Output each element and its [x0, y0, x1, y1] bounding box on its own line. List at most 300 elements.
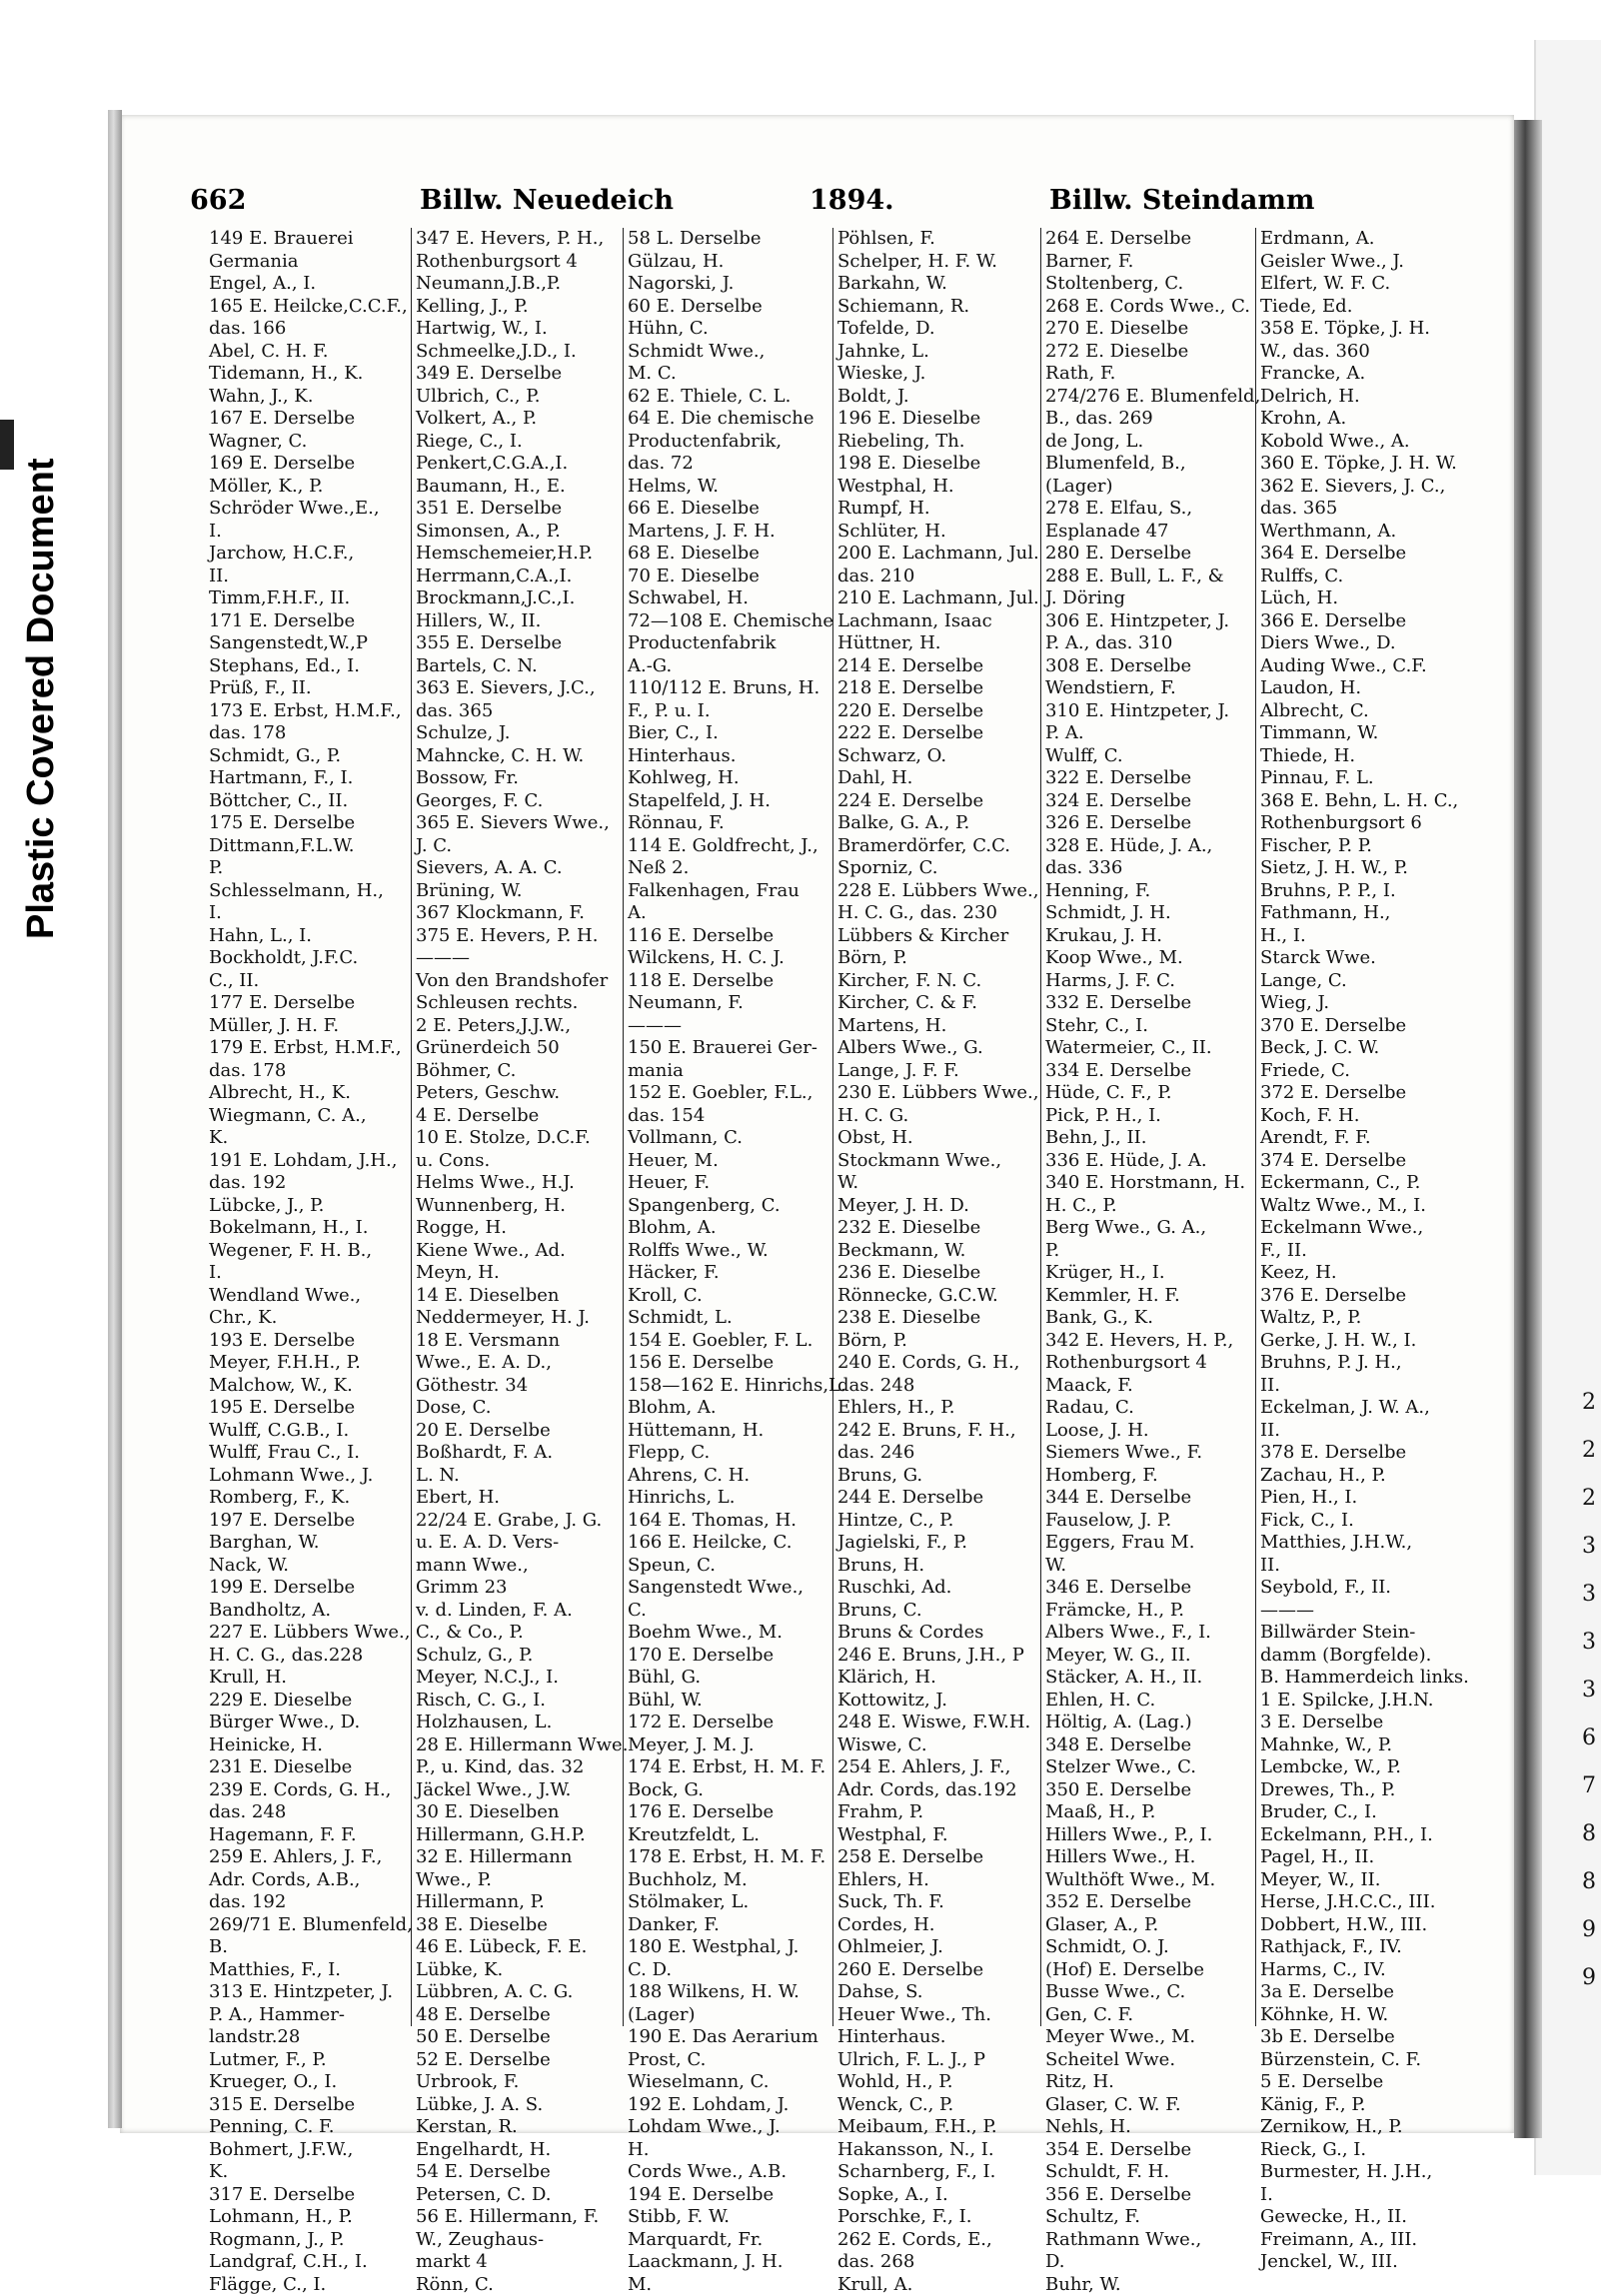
- directory-line: Klärich, H.: [837, 1667, 1040, 1690]
- directory-line: 262 E. Cords, E.,: [837, 2229, 1040, 2252]
- directory-line: Gülzau, H.: [628, 251, 832, 274]
- directory-line: Schmidt, L.: [628, 1307, 832, 1330]
- page-header: [190, 185, 1289, 225]
- directory-line: 280 E. Derselbe: [1045, 543, 1255, 566]
- directory-line: Wieg, J.: [1260, 992, 1444, 1015]
- directory-line: Scharnberg, F., I.: [837, 2161, 1040, 2184]
- directory-line: das. 248: [837, 1375, 1040, 1398]
- directory-line: P.: [1045, 1240, 1255, 1263]
- directory-line: 192 E. Lohdam, J.: [628, 2094, 832, 2117]
- directory-line: Böttcher, C., II.: [209, 790, 411, 813]
- directory-line: Köhnke, H. W.: [1260, 2004, 1444, 2027]
- directory-line: 375 E. Hevers, P. H.: [416, 925, 623, 948]
- directory-line: II.: [1260, 1555, 1444, 1578]
- directory-line: Rumpf, H.: [837, 498, 1040, 521]
- directory-line: Bank, G., K.: [1045, 1307, 1255, 1330]
- directory-line: Grimm 23: [416, 1577, 623, 1600]
- directory-line: 196 E. Dieselbe: [837, 408, 1040, 431]
- directory-line: Thiede, H.: [1260, 745, 1444, 768]
- directory-line: Seybold, F., II.: [1260, 1577, 1444, 1600]
- directory-line: 3a E. Derselbe: [1260, 1981, 1444, 2004]
- directory-line: Bock, G.: [628, 1779, 832, 1802]
- directory-line: 178 E. Erbst, H. M. F.: [628, 1846, 832, 1869]
- directory-line: 232 E. Dieselbe: [837, 1217, 1040, 1240]
- directory-line: Flepp, C.: [628, 1442, 832, 1465]
- directory-line: 158—162 E. Hinrichs,L.: [628, 1375, 832, 1398]
- directory-line: 165 E. Heilcke,C.C.F.,: [209, 296, 411, 319]
- directory-line: 288 E. Bull, L. F., &: [1045, 566, 1255, 588]
- directory-line: 66 E. Dieselbe: [628, 498, 832, 521]
- directory-line: Albrecht, C.: [1260, 700, 1444, 723]
- directory-line: 310 E. Hintzpeter, J.: [1045, 700, 1255, 723]
- directory-line: Heuer, F.: [628, 1172, 832, 1195]
- directory-line: 194 E. Derselbe: [628, 2184, 832, 2207]
- directory-line: II.: [1260, 1375, 1444, 1398]
- directory-line: Lüch, H.: [1260, 587, 1444, 610]
- directory-line: Hillermann, P.: [416, 1891, 623, 1914]
- directory-line: Wunnenberg, H.: [416, 1195, 623, 1218]
- directory-line: F., II.: [1260, 1240, 1444, 1263]
- directory-line: 62 E. Thiele, C. L.: [628, 386, 832, 409]
- directory-line: 264 E. Derselbe: [1045, 228, 1255, 251]
- directory-line: Kelling, J., P.: [416, 296, 623, 319]
- directory-line: Beckmann, W.: [837, 1240, 1040, 1263]
- directory-line: Laudon, H.: [1260, 677, 1444, 700]
- directory-line: u. Cons.: [416, 1150, 623, 1173]
- directory-line: Penkert,C.G.A.,I.: [416, 453, 623, 476]
- directory-line: Arendt, F. F.: [1260, 1127, 1444, 1150]
- directory-line: 28 E. Hillermann Wwe.: [416, 1734, 623, 1757]
- directory-line: Dahse, S.: [837, 1981, 1040, 2004]
- directory-line: Pöhlsen, F.: [837, 228, 1040, 251]
- margin-number: 7: [1582, 1762, 1596, 1810]
- directory-line: 354 E. Derselbe: [1045, 2139, 1255, 2162]
- directory-line: A.: [628, 902, 832, 925]
- directory-line: das. 192: [209, 1172, 411, 1195]
- directory-line: H. C. G.: [837, 1105, 1040, 1128]
- directory-line: Kottowitz, J.: [837, 1690, 1040, 1713]
- directory-line: Francke, A.: [1260, 363, 1444, 386]
- directory-line: Simonsen, A., P.: [416, 521, 623, 544]
- margin-number: 3: [1582, 1619, 1596, 1667]
- directory-line: 64 E. Die chemische: [628, 408, 832, 431]
- directory-line: 68 E. Dieselbe: [628, 543, 832, 566]
- directory-line: Meyer, J. H. D.: [837, 1195, 1040, 1218]
- directory-line: 372 E. Derselbe: [1260, 1082, 1444, 1105]
- directory-line: Fathmann, H.,: [1260, 902, 1444, 925]
- directory-line: 324 E. Derselbe: [1045, 790, 1255, 813]
- directory-line: 362 E. Sievers, J. C.,: [1260, 476, 1444, 499]
- directory-line: v. d. Linden, F. A.: [416, 1600, 623, 1623]
- directory-line: Wulff, Frau C., I.: [209, 1442, 411, 1465]
- directory-line: Jarchow, H.C.F.,: [209, 543, 411, 566]
- directory-line: II.: [209, 566, 411, 588]
- directory-line: Kiene Wwe., Ad.: [416, 1240, 623, 1263]
- directory-line: 260 E. Derselbe: [837, 1959, 1040, 1982]
- directory-line: Hartwig, W., I.: [416, 318, 623, 341]
- directory-line: 239 E. Cords, G. H.,: [209, 1779, 411, 1802]
- directory-line: Hillermann, G.H.P.: [416, 1824, 623, 1847]
- directory-line: Bruder, C., I.: [1260, 1801, 1444, 1824]
- directory-line: Rieck, G., I.: [1260, 2139, 1444, 2162]
- directory-line: 352 E. Derselbe: [1045, 1891, 1255, 1914]
- directory-line: Engelhardt, H.: [416, 2139, 623, 2162]
- directory-line: 347 E. Hevers, P. H.,: [416, 228, 623, 251]
- directory-line: 166 E. Heilcke, C.: [628, 1532, 832, 1555]
- directory-line: Abel, C. H. F.: [209, 341, 411, 364]
- directory-line: Hagemann, F. F.: [209, 1824, 411, 1847]
- directory-line: 176 E. Derselbe: [628, 1801, 832, 1824]
- margin-number: 8: [1582, 1810, 1596, 1858]
- directory-line: Martens, H.: [837, 1015, 1040, 1038]
- directory-line: das. 248: [209, 1801, 411, 1824]
- directory-line: Freimann, A., III.: [1260, 2229, 1444, 2252]
- directory-line: Meyer, W., II.: [1260, 1869, 1444, 1892]
- directory-line: Bürger Wwe., D.: [209, 1712, 411, 1734]
- directory-line: Harms, J. F. C.: [1045, 970, 1255, 993]
- directory-line: Albers Wwe., G.: [837, 1037, 1040, 1060]
- margin-number: 2: [1582, 1475, 1596, 1523]
- directory-line: Rulffs, C.: [1260, 566, 1444, 588]
- directory-line: Hemschemeier,H.P.: [416, 543, 623, 566]
- directory-line: K.: [209, 1127, 411, 1150]
- directory-line: W.: [837, 1172, 1040, 1195]
- header-right-title: Billw. Steindamm: [1049, 185, 1314, 216]
- directory-line: 167 E. Derselbe: [209, 408, 411, 431]
- directory-line: Lutmer, F., P.: [209, 2049, 411, 2072]
- directory-line: 238 E. Dieselbe: [837, 1307, 1040, 1330]
- directory-line: 118 E. Derselbe: [628, 970, 832, 993]
- directory-line: Bokelmann, H., I.: [209, 1217, 411, 1240]
- directory-line: 197 E. Derselbe: [209, 1510, 411, 1533]
- directory-line: 254 E. Ahlers, J. F.,: [837, 1756, 1040, 1779]
- directory-line: Berg Wwe., G. A.,: [1045, 1217, 1255, 1240]
- directory-line: H., I.: [1260, 925, 1444, 948]
- directory-line: das. 192: [209, 1891, 411, 1914]
- scanner-margin: [0, 0, 100, 2175]
- directory-line: Marquardt, Fr.: [628, 2229, 832, 2252]
- directory-line: 360 E. Töpke, J. H. W.: [1260, 453, 1444, 476]
- directory-line: Eckelmann, P.H., I.: [1260, 1824, 1444, 1847]
- directory-line: 378 E. Derselbe: [1260, 1442, 1444, 1465]
- column-4: [833, 228, 1041, 2026]
- directory-line: Rogge, H.: [416, 1217, 623, 1240]
- margin-number: 3: [1582, 1667, 1596, 1715]
- header-left-title: Billw. Neuedeich: [420, 185, 674, 216]
- directory-line: 374 E. Derselbe: [1260, 1150, 1444, 1173]
- directory-line: Bandholtz, A.: [209, 1600, 411, 1623]
- directory-line: Wahn, J., K.: [209, 386, 411, 409]
- directory-line: 230 E. Lübbers Wwe.,: [837, 1082, 1040, 1105]
- directory-line: 328 E. Hüde, J. A.,: [1045, 835, 1255, 858]
- directory-line: Gerke, J. H. W., I.: [1260, 1330, 1444, 1353]
- directory-line: Schlüter, H.: [837, 521, 1040, 544]
- directory-line: 172 E. Derselbe: [628, 1712, 832, 1734]
- directory-line: Wieselmann, C.: [628, 2071, 832, 2094]
- directory-line: Meyer, J. M. J.: [628, 1734, 832, 1757]
- directory-line: 363 E. Sievers, J.C.,: [416, 677, 623, 700]
- directory-line: Schmidt, G., P.: [209, 745, 411, 768]
- directory-line: Danker, F.: [628, 1914, 832, 1937]
- directory-line: Lange, J. F. F.: [837, 1060, 1040, 1083]
- directory-line: Delrich, H.: [1260, 386, 1444, 409]
- directory-line: L. N.: [416, 1465, 623, 1488]
- directory-line: Gen, C. F.: [1045, 2004, 1255, 2027]
- directory-line: 169 E. Derselbe: [209, 453, 411, 476]
- directory-line: Heinicke, H.: [209, 1734, 411, 1757]
- directory-line: 344 E. Derselbe: [1045, 1487, 1255, 1510]
- directory-line: ———: [1260, 1600, 1444, 1623]
- column-2: [412, 228, 624, 2026]
- directory-line: das. 246: [837, 1442, 1040, 1465]
- directory-line: W.: [1045, 1555, 1255, 1578]
- directory-line: 60 E. Derselbe: [628, 296, 832, 319]
- header-year: 1894.: [809, 185, 894, 216]
- directory-line: Meyer, N.C.J., I.: [416, 1667, 623, 1690]
- directory-line: W., Zeughaus-: [416, 2229, 623, 2252]
- directory-line: Stibb, F. W.: [628, 2206, 832, 2229]
- directory-line: 10 E. Stolze, D.C.F.: [416, 1127, 623, 1150]
- directory-line: Krull, A.: [837, 2274, 1040, 2296]
- directory-line: 58 L. Derselbe: [628, 228, 832, 251]
- directory-line: Meyer, F.H.H., P.: [209, 1352, 411, 1375]
- directory-line: Häcker, F.: [628, 1262, 832, 1285]
- directory-line: Koch, F. H.: [1260, 1105, 1444, 1128]
- directory-line: mania: [628, 1060, 832, 1083]
- directory-line: 229 E. Dieselbe: [209, 1690, 411, 1713]
- column-5: [1041, 228, 1256, 2026]
- directory-line: Productenfabrik: [628, 632, 832, 655]
- directory-line: Jäckel Wwe., J.W.: [416, 1779, 623, 1802]
- directory-line: Riege, C., I.: [416, 431, 623, 454]
- directory-line: 114 E. Goldfrecht, J.,: [628, 835, 832, 858]
- directory-line: C., II.: [209, 970, 411, 993]
- directory-line: Penning, C. F.: [209, 2116, 411, 2139]
- directory-line: 358 E. Töpke, J. H.: [1260, 318, 1444, 341]
- directory-line: Kroll, C.: [628, 1285, 832, 1308]
- directory-line: 348 E. Derselbe: [1045, 1734, 1255, 1757]
- directory-line: das. 365: [1260, 498, 1444, 521]
- directory-line: 199 E. Derselbe: [209, 1577, 411, 1600]
- directory-line: Brüning, W.: [416, 880, 623, 903]
- directory-line: Prüß, F., II.: [209, 677, 411, 700]
- directory-line: 370 E. Derselbe: [1260, 1015, 1444, 1038]
- directory-line: Hillers, W., II.: [416, 610, 623, 633]
- directory-line: Bruns, G.: [837, 1465, 1040, 1488]
- directory-line: Hüttemann, H.: [628, 1420, 832, 1443]
- directory-line: 231 E. Dieselbe: [209, 1756, 411, 1779]
- directory-line: Pien, H., I.: [1260, 1487, 1444, 1510]
- directory-line: Friede, C.: [1260, 1060, 1444, 1083]
- directory-line: 48 E. Derselbe: [416, 2004, 623, 2027]
- directory-line: Albers Wwe., F., I.: [1045, 1622, 1255, 1645]
- directory-line: 30 E. Dieselben: [416, 1801, 623, 1824]
- directory-line: Schleusen rechts.: [416, 992, 623, 1015]
- directory-line: Waltz Wwe., M., I.: [1260, 1195, 1444, 1218]
- directory-line: Ebert, H.: [416, 1487, 623, 1510]
- directory-line: 349 E. Derselbe: [416, 363, 623, 386]
- directory-line: Bruhns, P. P., I.: [1260, 880, 1444, 903]
- directory-line: 306 E. Hintzpeter, J.: [1045, 610, 1255, 633]
- directory-line: Lübbers & Kircher: [837, 925, 1040, 948]
- directory-line: 259 E. Ahlers, J. F.,: [209, 1846, 411, 1869]
- directory-line: Schelper, H. F. W.: [837, 251, 1040, 274]
- directory-line: Kreutzfeldt, L.: [628, 1824, 832, 1847]
- directory-line: u. E. A. D. Vers-: [416, 1532, 623, 1555]
- directory-line: Pick, P. H., I.: [1045, 1105, 1255, 1128]
- directory-line: D.: [1045, 2251, 1255, 2274]
- directory-line: Rothenburgsort 4: [1045, 1352, 1255, 1375]
- directory-line: 70 E. Dieselbe: [628, 566, 832, 588]
- directory-line: 240 E. Cords, G. H.,: [837, 1352, 1040, 1375]
- directory-line: 322 E. Derselbe: [1045, 767, 1255, 790]
- directory-line: Meyer, W. G., II.: [1045, 1645, 1255, 1668]
- directory-line: Stäcker, A. H., II.: [1045, 1667, 1255, 1690]
- directory-line: H. C. G., das. 230: [837, 902, 1040, 925]
- directory-line: Werthmann, A.: [1260, 521, 1444, 544]
- directory-line: Adr. Cords, das.192: [837, 1779, 1040, 1802]
- directory-line: Krüger, H., I.: [1045, 1262, 1255, 1285]
- directory-line: J. Döring: [1045, 587, 1255, 610]
- directory-line: Albrecht, H., K.: [209, 1082, 411, 1105]
- directory-line: Lohmann, H., P.: [209, 2206, 411, 2229]
- directory-line: Watermeier, C., II.: [1045, 1037, 1255, 1060]
- directory-line: Eckelman, J. W. A.,: [1260, 1397, 1444, 1420]
- directory-line: Matthies, F., I.: [209, 1959, 411, 1982]
- directory-line: Georges, F. C.: [416, 790, 623, 813]
- directory-line: 174 E. Erbst, H. M. F.: [628, 1756, 832, 1779]
- adjacent-page-edge: [1534, 40, 1601, 2175]
- directory-line: Göthestr. 34: [416, 1375, 623, 1398]
- directory-line: Krohn, A.: [1260, 408, 1444, 431]
- directory-line: M. C.: [628, 363, 832, 386]
- directory-line: 368 E. Behn, L. H. C.,: [1260, 790, 1444, 813]
- directory-line: 366 E. Derselbe: [1260, 610, 1444, 633]
- directory-line: Ehlers, H.: [837, 1869, 1040, 1892]
- margin-number: 3: [1582, 1523, 1596, 1571]
- directory-line: Schmidt, O. J.: [1045, 1936, 1255, 1959]
- directory-line: 22/24 E. Grabe, J. G.: [416, 1510, 623, 1533]
- directory-line: 248 E. Wiswe, F.W.H.: [837, 1712, 1040, 1734]
- directory-line: Blumenfeld, B.,: [1045, 453, 1255, 476]
- directory-line: Kemmler, H. F.: [1045, 1285, 1255, 1308]
- directory-line: Grünerdeich 50: [416, 1037, 623, 1060]
- directory-line: 56 E. Hillermann, F.: [416, 2206, 623, 2229]
- directory-line: (Hof) E. Derselbe: [1045, 1959, 1255, 1982]
- directory-line: C.: [628, 1600, 832, 1623]
- directory-line: Chr., K.: [209, 1307, 411, 1330]
- directory-line: 270 E. Dieselbe: [1045, 318, 1255, 341]
- directory-line: Frahm, P.: [837, 1801, 1040, 1824]
- directory-line: Kircher, F. N. C.: [837, 970, 1040, 993]
- directory-line: 272 E. Dieselbe: [1045, 341, 1255, 364]
- directory-line: 200 E. Lachmann, Jul.: [837, 543, 1040, 566]
- directory-line: 180 E. Westphal, J.: [628, 1936, 832, 1959]
- directory-line: 198 E. Dieselbe: [837, 453, 1040, 476]
- directory-line: Schultz, F.: [1045, 2206, 1255, 2229]
- directory-line: Henning, F.: [1045, 880, 1255, 903]
- directory-line: Bruns, C.: [837, 1600, 1040, 1623]
- directory-line: Speun, C.: [628, 1555, 832, 1578]
- directory-line: 218 E. Derselbe: [837, 677, 1040, 700]
- directory-line: Möller, K., P.: [209, 476, 411, 499]
- directory-line: K.: [209, 2161, 411, 2184]
- directory-line: Sopke, A., I.: [837, 2184, 1040, 2207]
- directory-line: Sangenstedt Wwe.,: [628, 1577, 832, 1600]
- page-edge-right: [1514, 120, 1542, 2138]
- directory-line: Bruns & Cordes: [837, 1622, 1040, 1645]
- directory-line: 350 E. Derselbe: [1045, 1779, 1255, 1802]
- directory-line: Mahncke, C. H. W.: [416, 745, 623, 768]
- binding-mark: [0, 420, 14, 470]
- directory-line: Radau, C.: [1045, 1397, 1255, 1420]
- directory-line: Lembcke, W., P.: [1260, 1756, 1444, 1779]
- directory-line: Hinterhaus.: [628, 745, 832, 768]
- directory-line: Hintze, C., P.: [837, 1510, 1040, 1533]
- directory-line: Hinterhaus.: [837, 2026, 1040, 2049]
- directory-line: Herrmann,C.A.,I.: [416, 566, 623, 588]
- directory-line: Boehm Wwe., M.: [628, 1622, 832, 1645]
- directory-line: (Lager): [628, 2004, 832, 2027]
- directory-line: Ulrich, F. L. J., P: [837, 2049, 1040, 2072]
- directory-line: 367 Klockmann, F.: [416, 902, 623, 925]
- directory-line: 149 E. Brauerei: [209, 228, 411, 251]
- directory-line: Diers Wwe., D.: [1260, 632, 1444, 655]
- directory-line: ———: [416, 947, 623, 970]
- directory-line: 164 E. Thomas, H.: [628, 1510, 832, 1533]
- directory-line: Geisler Wwe., J.: [1260, 251, 1444, 274]
- directory-line: Hakansson, N., I.: [837, 2139, 1040, 2162]
- directory-line: B., das. 269: [1045, 408, 1255, 431]
- directory-line: Hahn, L., I.: [209, 925, 411, 948]
- directory-line: C. D.: [628, 1959, 832, 1982]
- directory-line: Wieske, J.: [837, 363, 1040, 386]
- directory-line: P. A., Hammer-: [209, 2004, 411, 2027]
- directory-line: Wegener, F. H. B.,: [209, 1240, 411, 1263]
- directory-line: das. 210: [837, 566, 1040, 588]
- directory-line: Wulff, C.G.B., I.: [209, 1420, 411, 1443]
- directory-line: Helms Wwe., H.J.: [416, 1172, 623, 1195]
- directory-line: 355 E. Derselbe: [416, 632, 623, 655]
- directory-line: Wulff, C.: [1045, 745, 1255, 768]
- directory-line: 222 E. Derselbe: [837, 722, 1040, 745]
- directory-line: 173 E. Erbst, H.M.F.,: [209, 700, 411, 723]
- directory-line: Baumann, H., E.: [416, 476, 623, 499]
- directory-line: Laackmann, J. H.: [628, 2251, 832, 2274]
- directory-line: Eckermann, C., P.: [1260, 1172, 1444, 1195]
- directory-line: Homberg, F.: [1045, 1465, 1255, 1488]
- directory-line: Jagielski, F., P.: [837, 1532, 1040, 1555]
- directory-line: Mahnke, W., P.: [1260, 1734, 1444, 1757]
- directory-line: P. A.: [1045, 722, 1255, 745]
- directory-line: Främcke, H., P.: [1045, 1600, 1255, 1623]
- directory-line: Pinnau, F. L.: [1260, 767, 1444, 790]
- directory-line: 268 E. Cords Wwe., C.: [1045, 296, 1255, 319]
- directory-line: Riebeling, Th.: [837, 431, 1040, 454]
- directory-line: Fischer, P. P.: [1260, 835, 1444, 858]
- directory-line: I.: [209, 902, 411, 925]
- directory-line: Glaser, C. W. F.: [1045, 2094, 1255, 2117]
- directory-line: 152 E. Goebler, F.L.,: [628, 1082, 832, 1105]
- margin-number: 8: [1582, 1858, 1596, 1906]
- directory-line: Ulbrich, C., P.: [416, 386, 623, 409]
- directory-line: 190 E. Das Aerarium: [628, 2026, 832, 2049]
- directory-line: mann Wwe.,: [416, 1555, 623, 1578]
- directory-line: 3b E. Derselbe: [1260, 2026, 1444, 2049]
- directory-line: Wohld, H., P.: [837, 2071, 1040, 2094]
- directory-line: Timm,F.H.F., II.: [209, 587, 411, 610]
- directory-line: Siemers Wwe., F.: [1045, 1442, 1255, 1465]
